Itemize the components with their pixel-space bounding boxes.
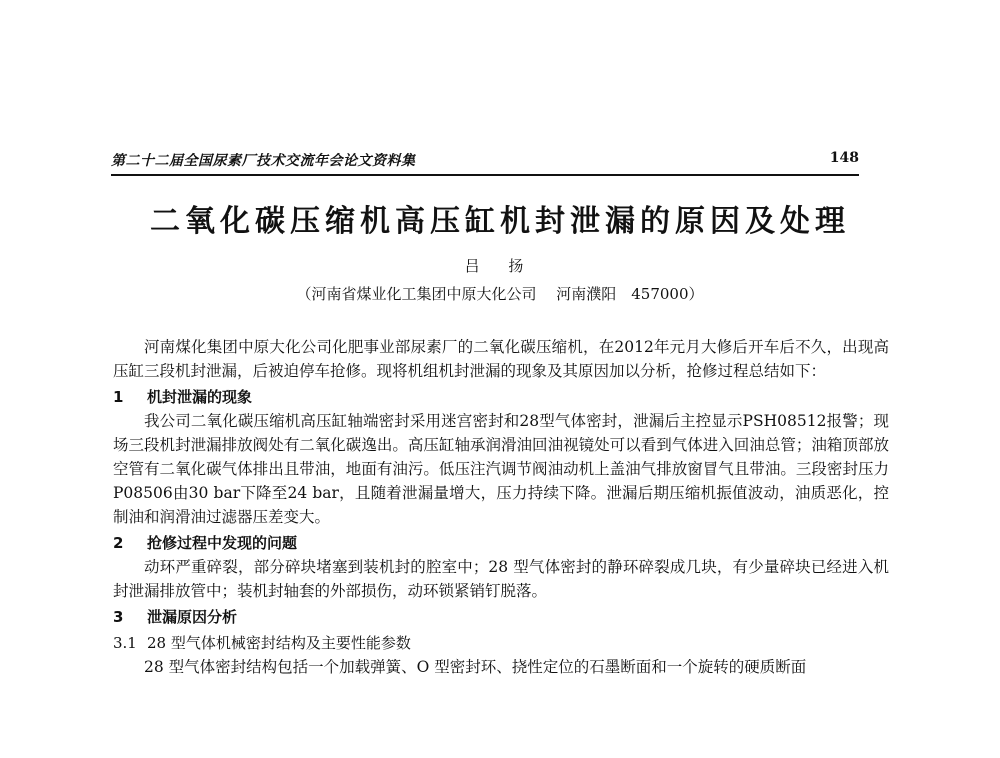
subsection-number: 3.1 [113, 634, 137, 652]
subsection-3-1-heading [113, 631, 889, 655]
affiliation: （河南省煤业化工集团中原大化公司 河南濮阳 457000） [296, 285, 704, 303]
section-number: 2 [113, 534, 124, 552]
section-title: 机封泄漏的现象 [147, 388, 253, 406]
subsection-title: 28 型气体机械密封结构及主要性能参数 [147, 634, 411, 652]
page-number: 148 [829, 150, 859, 166]
intro-paragraph: 河南煤化集团中原大化公司化肥事业部尿素厂的二氧化碳压缩机，在2012年元月大修后开车后不久，出现高压缸三段机封泄漏，后被迫停车抢修。现将机组机封泄漏的现象及其原因加以分析，抢修过程总结如下： [113, 338, 889, 380]
section-number: 1 [113, 388, 124, 406]
section-3-paragraph: 28 型气体密封结构包括一个加载弹簧、O 型密封环、挠性定位的石墨断面和一个旋转的硬质断面 [144, 658, 807, 676]
paper-title: 二氧化碳压缩机高压缸机封泄漏的原因及处理 [150, 204, 850, 239]
section-2-paragraph: 动环严重碎裂，部分碎块堵塞到装机封的腔室中；28 型气体密封的静环碎裂成几块，有少量碎块已经进入机封泄漏排放管中；装机封轴套的外部损伤，动环锁紧销钉脱落。 [113, 558, 889, 600]
section-title: 泄漏原因分析 [147, 608, 238, 626]
section-number: 3 [113, 608, 124, 626]
section-3-heading [113, 605, 889, 629]
section-2-heading [113, 531, 889, 555]
section-1-paragraph: 我公司二氧化碳压缩机高压缸轴端密封采用迷宫密封和28型气体密封，泄漏后主控显示PSH08512报警；现场三段机封泄漏排放阀处有二氧化碳逸出。高压缸轴承润滑油回油视镜处可以看到气体进入回油总管；油箱顶部放空管有二氧化碳气体排出且带油，地面有油污。低压注汽调节阀油动机上盖油气排放窗冒气且带油。三段密封压力P08506由30 bar下降至24 bar，且随着泄漏量增大，压力持续下降。泄漏后期压缩机振值波动，油质恶化，控制油和润滑油过滤器压差变大。 [113, 412, 889, 526]
author: 吕 扬 [464, 257, 536, 275]
body-text [113, 335, 889, 679]
section-1-heading [113, 385, 889, 409]
running-title: 第二十二届全国尿素厂技术交流年会论文资料集 [111, 153, 416, 169]
section-title: 抢修过程中发现的问题 [147, 534, 298, 552]
running-header [111, 150, 859, 176]
